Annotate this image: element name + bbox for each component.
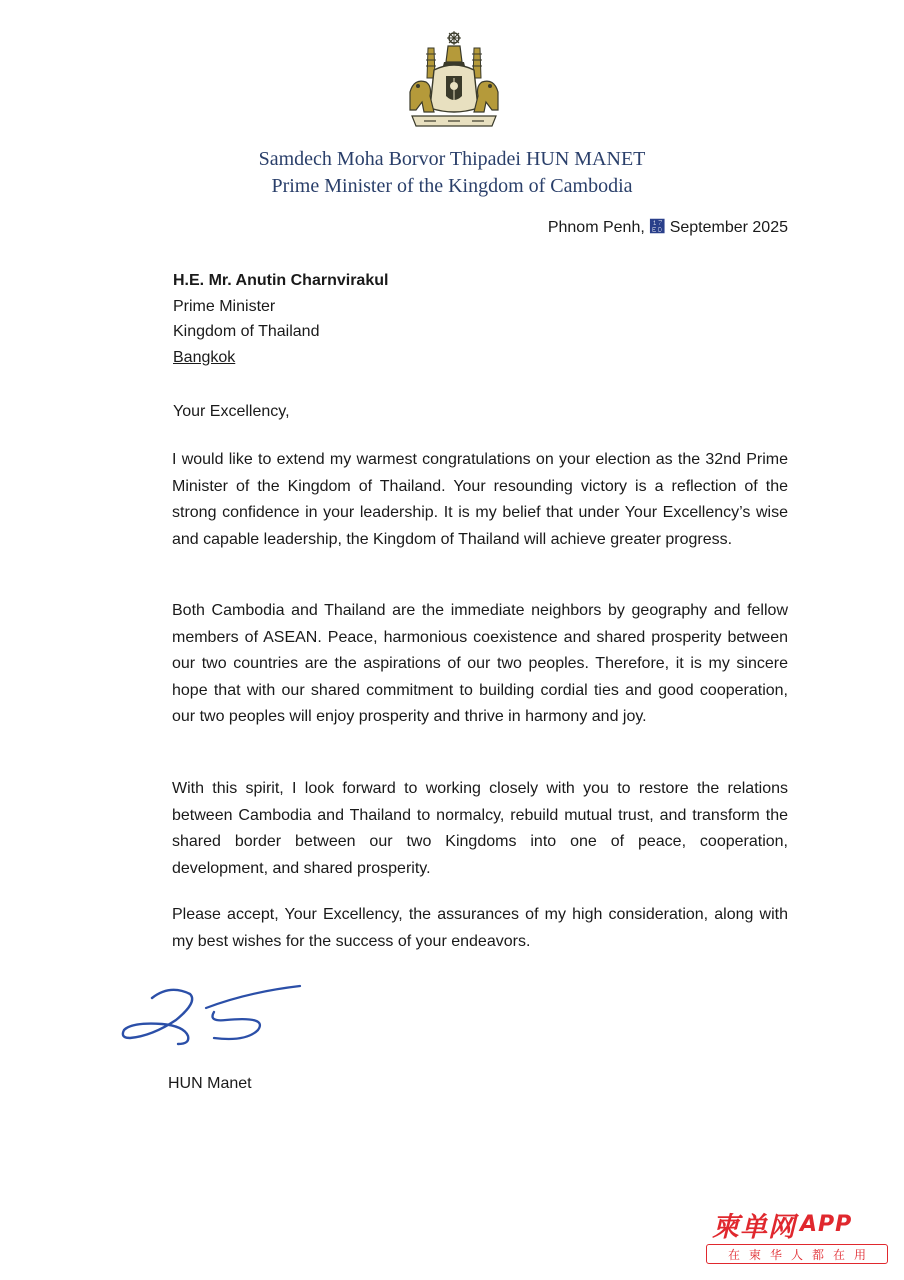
body-paragraph: I would like to extend my warmest congratulations on your election as the 32nd Prime Minister of the Kingdom of Thailand. Your resounding victory is a reflection of the strong confidence in your leadership. It is my belief that under Your Excellency’s wise and capable leadership, the Kingdom of Thailand will achieve greater progress. bbox=[172, 451, 788, 548]
recipient-address bbox=[173, 268, 388, 370]
salutation: Your Excellency, bbox=[173, 403, 290, 420]
recipient-name: H.E. Mr. Anutin Charnvirakul bbox=[173, 272, 389, 289]
dateline-month-year: September 2025 bbox=[669, 219, 788, 236]
body-paragraph: Please accept, Your Excellency, the assurances of my high consideration, along with my best wishes for the success of your endeavors. bbox=[172, 906, 788, 950]
watermark-brand: 柬单网 bbox=[712, 1211, 796, 1243]
recipient-position: Prime Minister bbox=[173, 297, 276, 315]
recipient-city: Bangkok bbox=[173, 348, 236, 366]
signer-name: HUN Manet bbox=[168, 1075, 252, 1092]
watermark-slogan: 在柬华人都在用 bbox=[706, 1244, 888, 1264]
watermark-logo bbox=[712, 1206, 852, 1242]
dateline-day: ៭ bbox=[649, 217, 666, 236]
letterhead-name: Samdech Moha Borvor Thipadei HUN MANET bbox=[258, 148, 646, 170]
dateline-city: Phnom Penh, bbox=[547, 219, 645, 236]
watermark-app: APP bbox=[800, 1211, 853, 1237]
body-paragraph: With this spirit, I look forward to working closely with you to restore the relations between Cambodia and Thailand to normalcy, rebuild mutual trust, and transform the shared border between our two Kingdoms into one of peace, cooperation, development, and shared prosperity. bbox=[172, 780, 788, 877]
body-paragraph: Both Cambodia and Thailand are the immediate neighbors by geography and fellow members of ASEAN. Peace, harmonious coexistence and shared prosperity between our two countries are the aspirations of our two peoples. Therefore, it is my sincere hope that with our shared commitment to building cordial ties and good cooperation, our two peoples will enjoy prosperity and thrive in harmony and joy. bbox=[172, 602, 788, 725]
recipient-country: Kingdom of Thailand bbox=[173, 323, 320, 340]
royal-coat-of-arms-icon bbox=[404, 30, 504, 130]
letterhead-title: Prime Minister of the Kingdom of Cambodia bbox=[271, 175, 633, 197]
app-watermark bbox=[706, 1206, 896, 1270]
handwritten-signature bbox=[118, 980, 308, 1052]
dateline bbox=[548, 216, 788, 239]
